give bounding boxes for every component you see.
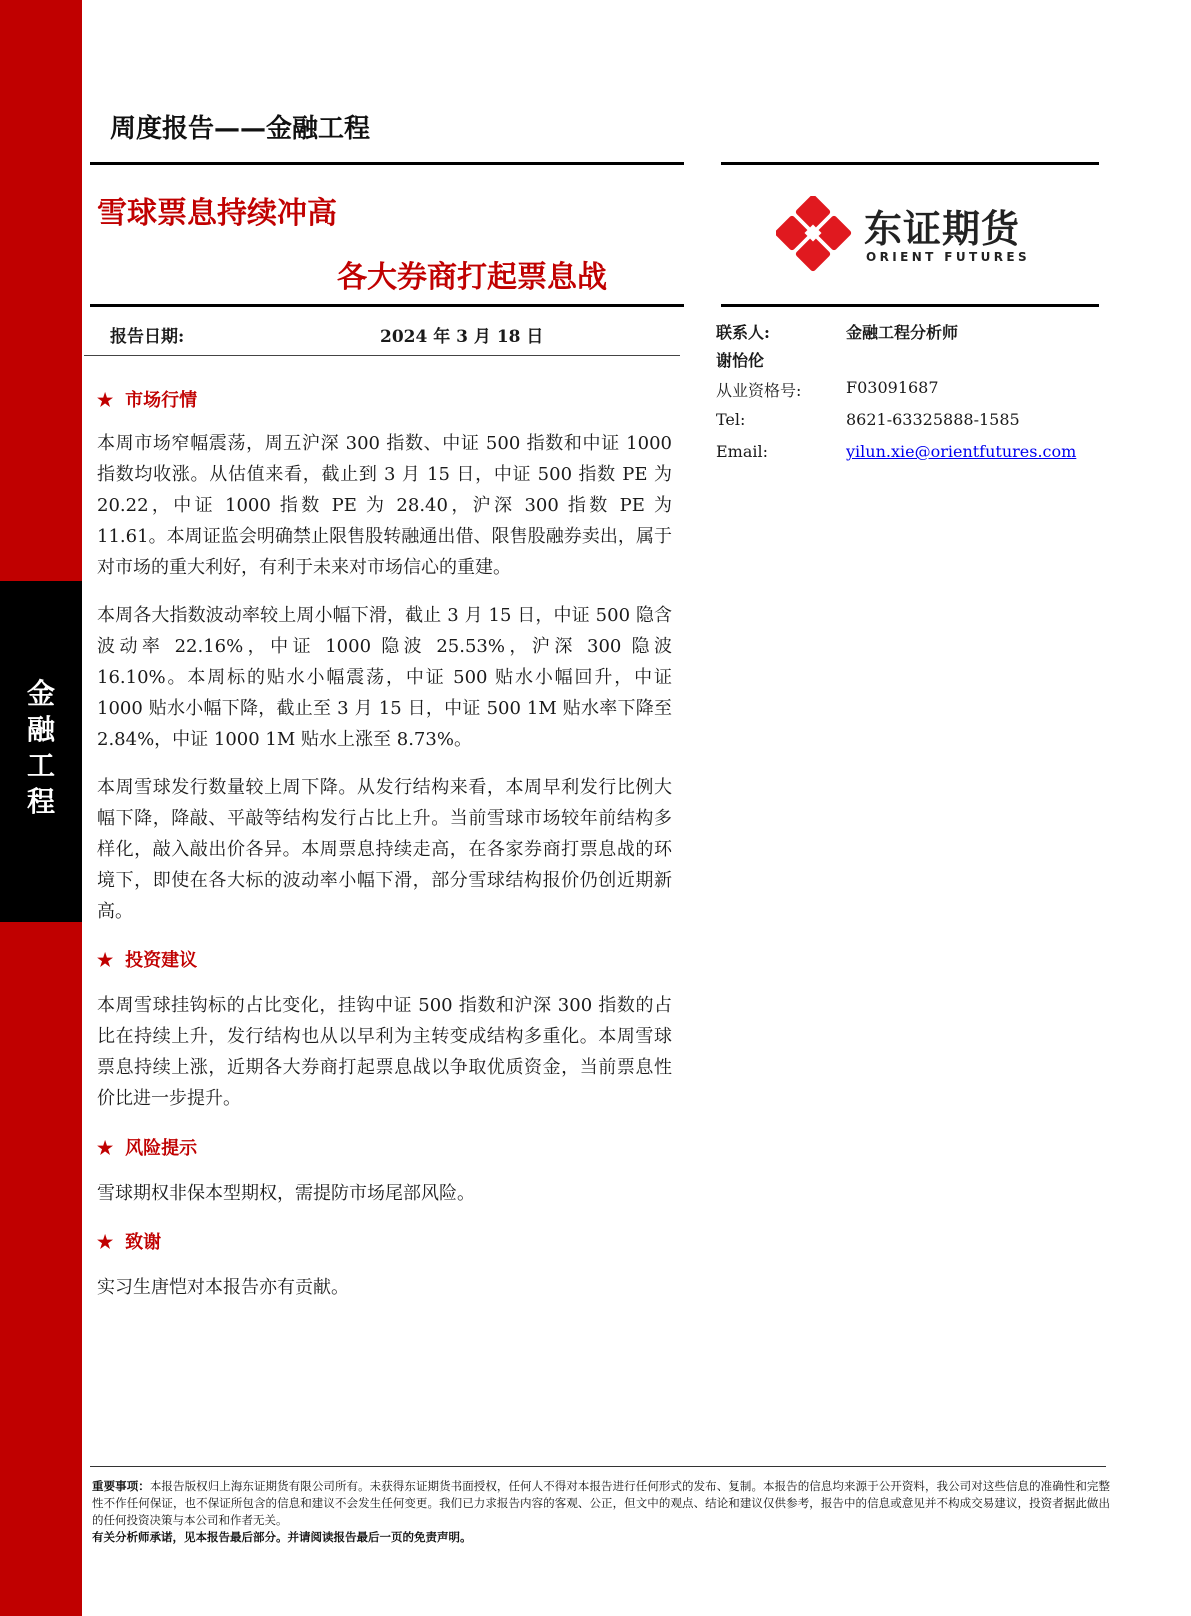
report-type: 周度报告——金融工程 — [110, 114, 371, 144]
mid-rule-right — [721, 304, 1099, 307]
contact-name: 谢怡伦 — [716, 351, 765, 370]
top-rule-left — [90, 162, 684, 165]
market-paragraph-1: 本周市场窄幅震荡，周五沪深 300 指数、中证 500 指数和中证 1000 指数均收涨。从估值来看，截止到 3 月 15 日，中证 500 指数 PE 为 20.22，中证 1000 指数 PE 为 28.40，沪深 300 指数 PE 为 11.61。本周证监会明确禁止限售股转融通出借、限售股融券卖出，属于对市场的重大利好，有利于未来对市场信心的重建。 — [97, 433, 672, 578]
section-heading-thanks — [97, 1228, 161, 1254]
star-icon: ★ — [97, 950, 114, 971]
section-heading-market — [97, 386, 197, 412]
risk-paragraph: 雪球期权非保本型期权，需提防市场尾部风险。 — [97, 1183, 475, 1204]
contact-label: 联系人: — [716, 323, 770, 342]
disclaimer-label: 重要事项： — [92, 1479, 150, 1493]
logo-chinese-name: 东证期货 — [864, 207, 1021, 251]
section-heading-text: 市场行情 — [125, 390, 198, 411]
tel-value: 8621-63325888-1585 — [846, 410, 1020, 429]
orient-futures-logo — [776, 196, 1036, 272]
disclaimer-text: 本报告版权归上海东证期货有限公司所有。未获得东证期货书面授权，任何人不得对本报告进行任何形式的发布、复制。本报告的信息均来源于公开资料，我公司对这些信息的准确性和完整性不作任何保证，也不保证所包含的信息和建议不会发生任何变更。我们已力求报告内容的客观、公正，但文中的观点、结论和建议仅供参考，报告中的信息或意见并不构成交易建议，投资者据此做出的任何投资决策与本公司和作者无关。 — [92, 1479, 1111, 1527]
section-heading-advice — [97, 946, 197, 972]
section-heading-text: 致谢 — [125, 1232, 162, 1253]
license-value: F03091687 — [846, 378, 939, 397]
contact-role: 金融工程分析师 — [846, 323, 959, 342]
email-label: Email: — [716, 442, 769, 461]
page-title-line1: 雪球票息持续冲高 — [97, 196, 337, 231]
section-heading-text: 风险提示 — [125, 1138, 198, 1159]
report-date-label: 报告日期: — [110, 327, 185, 347]
page-title-line2: 各大券商打起票息战 — [337, 260, 607, 295]
report-date-value: 2024 年 3 月 18 日 — [380, 327, 544, 347]
market-paragraph-3: 本周雪球发行数量较上周下降。从发行结构来看，本周早利发行比例大幅下降，降敲、平敲等结构发行占比上升。当前雪球市场较年前结构多样化，敲入敲出价各异。本周票息持续走高，在各家券商打票息战的环境下，即使在各大标的波动率小幅下滑，部分雪球结构报价仍创近期新高。 — [97, 777, 672, 922]
section-heading-text: 投资建议 — [125, 950, 198, 971]
thanks-paragraph: 实习生唐恺对本报告亦有贡献。 — [97, 1277, 349, 1298]
section-heading-risk — [97, 1134, 197, 1160]
disclaimer-note: 有关分析师承诺，见本报告最后部分。并请阅读报告最后一页的免责声明。 — [92, 1530, 472, 1544]
star-icon: ★ — [97, 1138, 114, 1159]
advice-paragraph: 本周雪球挂钩标的占比变化，挂钩中证 500 指数和沪深 300 指数的占比在持续上升，发行结构也从以早利为主转变成结构多重化。本周雪球票息持续上涨，近期各大券商打起票息战以争取优质资金，当前票息性价比进一步提升。 — [97, 995, 672, 1109]
license-label: 从业资格号: — [716, 381, 802, 400]
sidebar-category-label: 金融工程 — [26, 677, 55, 818]
email-link[interactable]: yilun.xie@orientfutures.com — [846, 442, 1077, 461]
mid-rule-left — [90, 304, 684, 307]
star-icon: ★ — [97, 1232, 114, 1253]
market-paragraph-2: 本周各大指数波动率较上周小幅下滑，截止 3 月 15 日，中证 500 隐含波动率 22.16%，中证 1000 隐波 25.53%，沪深 300 隐波 16.10%。本周标的贴水小幅震荡，中证 500 贴水小幅回升，中证 1000 贴水小幅下降，截止至 3 月 15 日，中证 500 1M 贴水率下降至 2.84%，中证 1000 1M 贴水上涨至 8.73%。 — [97, 605, 672, 750]
disclaimer — [92, 1478, 1110, 1546]
logo-english-name: ORIENT FUTURES — [866, 250, 1031, 264]
top-rule-right — [721, 162, 1099, 165]
footer-rule — [90, 1466, 1106, 1467]
star-icon: ★ — [97, 390, 114, 411]
logo-mark-icon — [776, 196, 856, 272]
tel-label: Tel: — [716, 410, 746, 429]
date-underline — [84, 355, 680, 356]
